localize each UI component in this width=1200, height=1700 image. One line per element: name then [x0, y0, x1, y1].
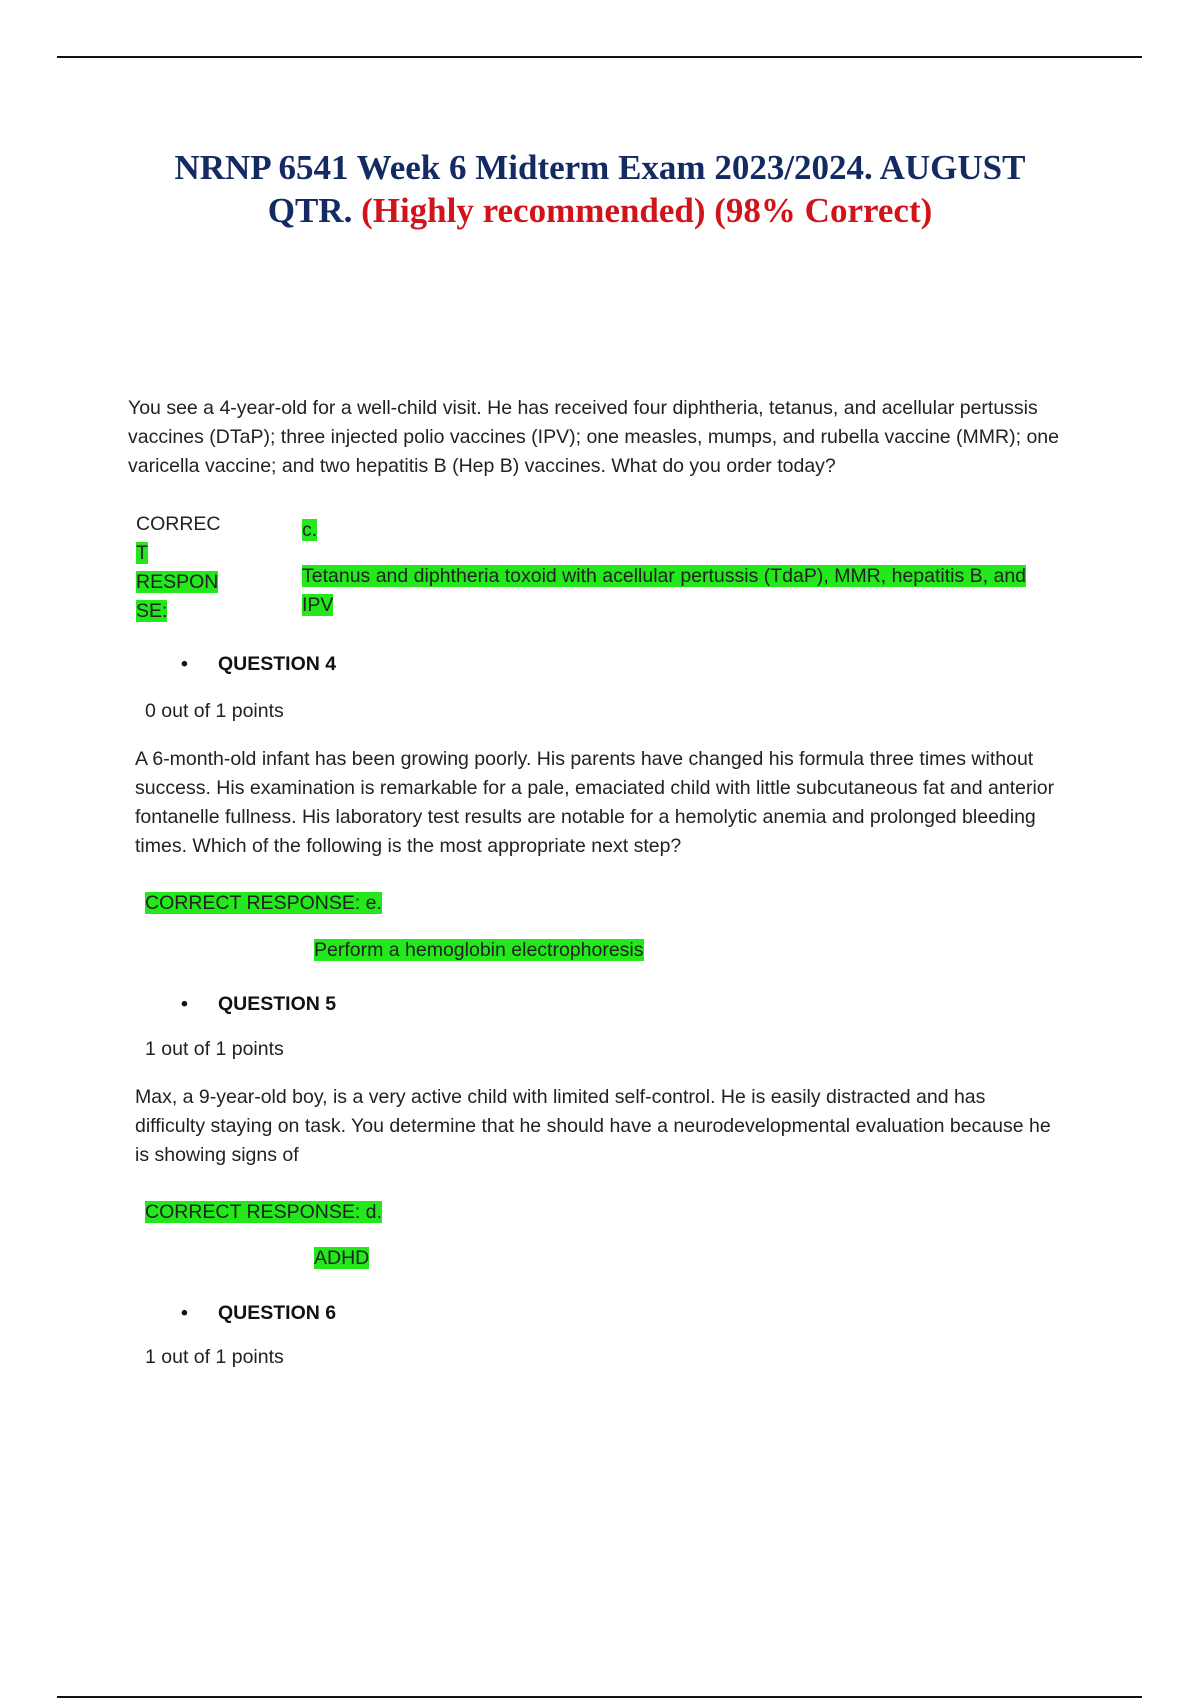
- question-6-points: 1 out of 1 points: [145, 1346, 284, 1368]
- label-part-3: RESPON: [136, 571, 219, 593]
- question-3-text: You see a 4-year-old for a well-child visit. He has received four diphtheria, tetanus, and acellular pertussis vaccines (DTaP); three injected polio vaccines (IPV); one measles, mumps, and rubella vaccine (MMR); one varicella vaccine; and two hepatitis B (Hep B) vaccines. What do you order today?: [128, 397, 1059, 477]
- answer-text: ADHD: [314, 1247, 370, 1269]
- question-5-answer: [314, 1244, 369, 1273]
- bottom-rule: [57, 1696, 1142, 1698]
- question-4-title: QUESTION 4: [218, 653, 337, 675]
- answer-text: Tetanus and diphtheria toxoid with acellular pertussis (TdaP), MMR, hepatitis B, and IPV: [302, 565, 1027, 616]
- bullet-icon: •: [181, 653, 188, 675]
- answer-text: Perform a hemoglobin electrophoresis: [314, 939, 644, 961]
- document-title: [60, 146, 1140, 232]
- question-4-correct-response: [145, 889, 382, 918]
- title-line-2-red: (Highly recommended) (98% Correct): [361, 191, 933, 230]
- correct-response-label: [136, 510, 226, 626]
- correct-response-letter: [302, 516, 317, 545]
- correct-response-label: CORRECT RESPONSE: e.: [145, 892, 382, 914]
- question-4-answer: [314, 936, 644, 965]
- question-5-title: QUESTION 5: [218, 993, 337, 1015]
- bullet-icon: •: [181, 1302, 188, 1324]
- top-rule: [57, 56, 1142, 58]
- label-part-2: T: [136, 542, 148, 564]
- answer-letter-c: c.: [302, 519, 318, 541]
- title-line-2-dark: QTR.: [267, 191, 362, 230]
- correct-response-label: CORRECT RESPONSE: d.: [145, 1201, 382, 1223]
- label-part-1: CORREC: [136, 513, 221, 535]
- title-line-1: NRNP 6541 Week 6 Midterm Exam 2023/2024. AUGUST: [174, 148, 1026, 187]
- question-5-text: Max, a 9-year-old boy, is a very active child with limited self-control. He is easily distracted and has difficulty staying on task. You determine that he should have a neurodevelopmental evaluation because he is showing signs of: [135, 1086, 1051, 1166]
- title-line-2: [60, 189, 1140, 232]
- question-5-points: 1 out of 1 points: [145, 1038, 284, 1060]
- correct-response-answer: [302, 562, 1047, 620]
- question-5-correct-response: [145, 1198, 382, 1227]
- question-4-heading: [181, 650, 336, 679]
- bullet-icon: •: [181, 993, 188, 1015]
- question-6-title: QUESTION 6: [218, 1302, 337, 1324]
- question-5-heading: [181, 990, 336, 1019]
- question-4-text: A 6-month-old infant has been growing poorly. His parents have changed his formula three times without success. His examination is remarkable for a pale, emaciated child with little subcutaneous fat and anterior fontanelle fullness. His laboratory test results are notable for a hemolytic anemia and prolonged bleeding times. Which of the following is the most appropriate next step?: [135, 748, 1055, 857]
- question-4-points: 0 out of 1 points: [145, 700, 284, 722]
- question-6-heading: [181, 1299, 336, 1328]
- label-part-4: SE:: [136, 600, 168, 622]
